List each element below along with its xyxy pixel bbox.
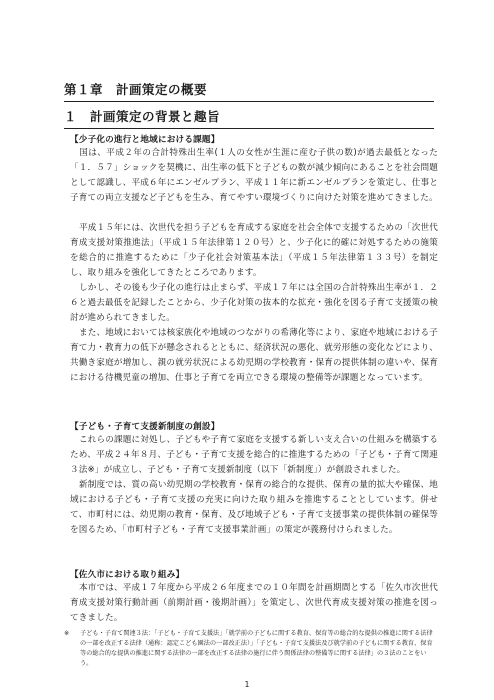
footnote [64, 629, 438, 669]
paragraph [70, 146, 438, 206]
paragraph-text: また、地域においては核家族化や地域のつながりの希薄化等により、家庭や地域における子育て力・教育力の低下が懸念されるとともに、経済状況の悪化、就労形態の変化などにより、共働き家庭が増加し、親の就労状況による幼児期の学校教育・保育の提供体制の違いや、保育における待機児童の増加、仕事と子育てを両立できる環境の整備等が課題となっています。 [70, 328, 438, 383]
paragraph-text: 国は、平成２年の合計特殊出生率(１人の女性が生涯に産む子供の数)が過去最低となった「１．５７」ショックを契機に、出生率の低下と子どもの数が減少傾向にあることを社会問題として認識し、平成６年にエンゼルプラン、平成１１年に新エンゼルプランを策定し、仕事と子育ての両立支援など子どもを生み、育てやすい環境づくりに向けた対策を進めてきました。 [70, 148, 438, 203]
paragraph [70, 281, 438, 326]
paragraph-text: これらの課題に対処し、子どもや子育て家庭を支援する新しい支え合いの仕組みを構築するため、平成２４年８月、子ども・子育て支援を総合的に推進するための「子ども・子育て関連３法※」が成立し、子ども・子育て支援新制度（以下「新制度」）が創設されました。 [70, 435, 438, 475]
footnote-mark: ※ [64, 630, 70, 637]
page-number: 1 [244, 680, 250, 689]
paragraph [70, 581, 438, 626]
subsection-heading: 【子ども・子育て支援新制度の創設】 [70, 422, 220, 432]
paragraph [70, 478, 438, 538]
chapter-title: 第１章 計画策定の概要 [64, 80, 434, 102]
paragraph [70, 221, 438, 281]
paragraph [70, 326, 438, 386]
paragraph [70, 433, 438, 478]
paragraph-text: 平成１５年には、次世代を担う子どもを育成する家庭を社会全体で支援するための「次世代育成支援対策推進法」（平成１５年法律第１２０号）と、少子化に的確に対処するための施策を総合的に推進するために「少子化社会対策基本法」（平成１５年法律第１３３号）を制定し、取り組みを強化してきたところであります。 [70, 223, 438, 278]
footnote-text: 子ども・子育て関連３法：「子ども・子育て支援法」「就学前の子どもに関する教育、保育等の総合的な提供の推進に関する法律の一部を改正する法律（通称：認定こども園法の一部改正法）」「子ども・子育て支援法及び就学前の子どもに関する教育、保育等の総合的な提供の推進に関する法律の一部を改正する法律の施行に伴う関係法律の整備等に関する法律」の３法のことをいう。 [80, 630, 433, 667]
paragraph-text: 新制度では、質の高い幼児期の学校教育・保育の総合的な提供、保育の量的拡大や確保、地域における子ども・子育て支援の充実に向けた取り組みを推進することとしています。併せて、市町村には、幼児期の教育・保育、及び地域子ども・子育て支援事業の提供体制の確保等を図るため、「市町村子ども・子育て支援事業計画」の策定が義務付けられました。 [70, 480, 438, 535]
subsection-heading: 【少子化の進行と地域における課題】 [70, 135, 220, 145]
subsection-heading: 【佐久市における取り組み】 [70, 570, 185, 580]
paragraph-text: しかし、その後も少子化の進行は止まらず、平成１７年には全国の合計特殊出生率が１．２６と過去最低を記録したことから、少子化対策の抜本的な拡充・強化を図る子育て支援策の検討が進められてきました。 [70, 283, 438, 323]
section-title: １ 計画策定の背景と趣旨 [64, 107, 434, 129]
paragraph-text: 本市では、平成１７年度から平成２６年度までの１０年間を計画期間とする「佐久市次世代育成支援対策行動計画（前期計画・後期計画）」を策定し、次世代育成支援対策の推進を図ってきました。 [70, 583, 438, 623]
